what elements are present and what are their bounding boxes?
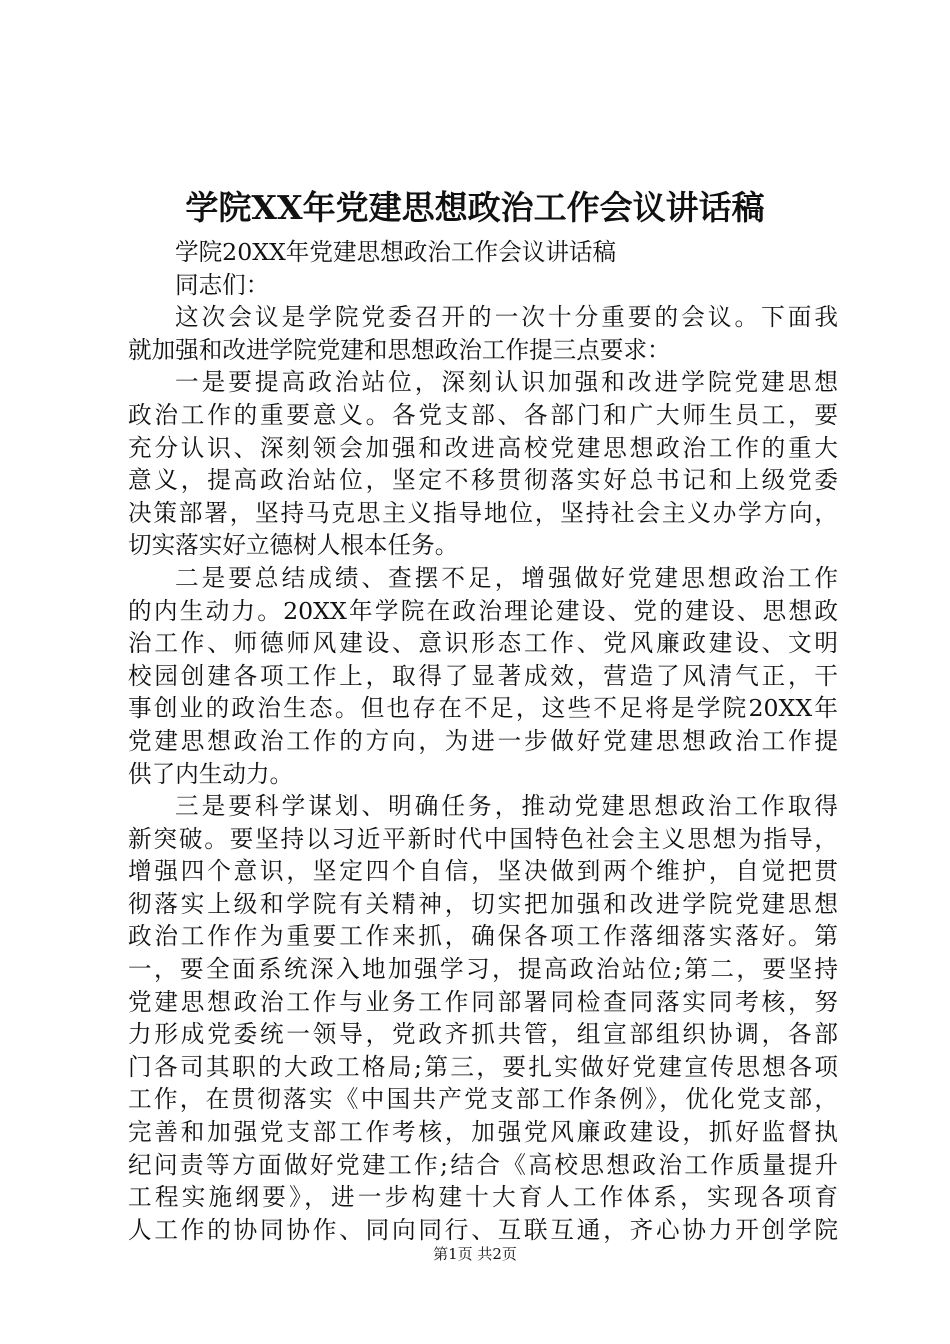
body-line: 二是要总结成绩、查摆不足，增强做好党建思想政治工作: [175, 563, 838, 592]
body-line: 人工作的协同协作、同向同行、互联互通，齐心协力开创学院: [128, 1215, 838, 1244]
body-line: 学院20XX年党建思想政治工作会议讲话稿: [175, 238, 617, 266]
body-line: 纪问责等方面做好党建工作;结合《高校思想政治工作质量提升: [128, 1150, 838, 1179]
body-line: 一是要提高政治站位，深刻认识加强和改进学院党建思想: [175, 368, 838, 397]
body-line: 彻落实上级和学院有关精神，切实把加强和改进学院党建思想: [128, 889, 838, 918]
body-line: 校园创建各项工作上，取得了显著成效，营造了风清气正，干: [128, 661, 838, 690]
page-footer: 第1页 共2页: [433, 1245, 517, 1263]
body-line: 同志们：: [175, 270, 270, 299]
body-line: 工程实施纲要》，进一步构建十大育人工作体系，实现各项育: [128, 1183, 838, 1212]
body-line: 供了内生动力。: [128, 759, 294, 788]
body-line: 治工作、师德师风建设、意识形态工作、党风廉政建设、文明: [128, 629, 838, 658]
body-line: 意义，提高政治站位，坚定不移贯彻落实好总书记和上级党委: [128, 466, 838, 495]
body-line: 党建思想政治工作与业务工作同部署同检查同落实同考核，努: [128, 987, 838, 1016]
body-line: 三是要科学谋划、明确任务，推动党建思想政治工作取得: [175, 792, 838, 821]
body-line: 的内生动力。20XX年学院在政治理论建设、党的建设、思想政: [128, 596, 838, 625]
body-line: 党建思想政治工作的方向，为进一步做好党建思想政治工作提: [128, 726, 838, 755]
body-line: 增强四个意识，坚定四个自信，坚决做到两个维护，自觉把贯: [128, 857, 838, 886]
body-line: 政治工作作为重要工作来抓，确保各项工作落细落实落好。第: [128, 922, 838, 951]
body-line: 一，要全面系统深入地加强学习，提高政治站位;第二，要坚持: [128, 955, 838, 984]
body-line: 工作，在贯彻落实《中国共产党支部工作条例》，优化党支部，: [128, 1085, 838, 1114]
body-line: 完善和加强党支部工作考核，加强党风廉政建设，抓好监督执: [128, 1118, 838, 1147]
body-line: 切实落实好立德树人根本任务。: [128, 531, 459, 560]
body-line: 就加强和改进学院党建和思想政治工作提三点要求：: [128, 335, 671, 364]
body-line: 决策部署，坚持马克思主义指导地位，坚持社会主义办学方向，: [128, 498, 838, 527]
document-title: 学院XX年党建思想政治工作会议讲话稿: [185, 188, 765, 227]
document-body: [128, 236, 838, 1246]
body-line: 门各司其职的大政工格局;第三，要扎实做好党建宣传思想各项: [128, 1052, 838, 1081]
body-line: 充分认识、深刻领会加强和改进高校党建思想政治工作的重大: [128, 433, 838, 462]
body-line: 新突破。要坚持以习近平新时代中国特色社会主义思想为指导，: [128, 824, 838, 853]
body-line: 这次会议是学院党委召开的一次十分重要的会议。下面我: [175, 303, 838, 332]
body-line: 力形成党委统一领导，党政齐抓共管，组宣部组织协调，各部: [128, 1020, 838, 1049]
body-line: 政治工作的重要意义。各党支部、各部门和广大师生员工，要: [128, 400, 838, 429]
body-line: 事创业的政治生态。但也存在不足，这些不足将是学院20XX年: [128, 694, 838, 723]
